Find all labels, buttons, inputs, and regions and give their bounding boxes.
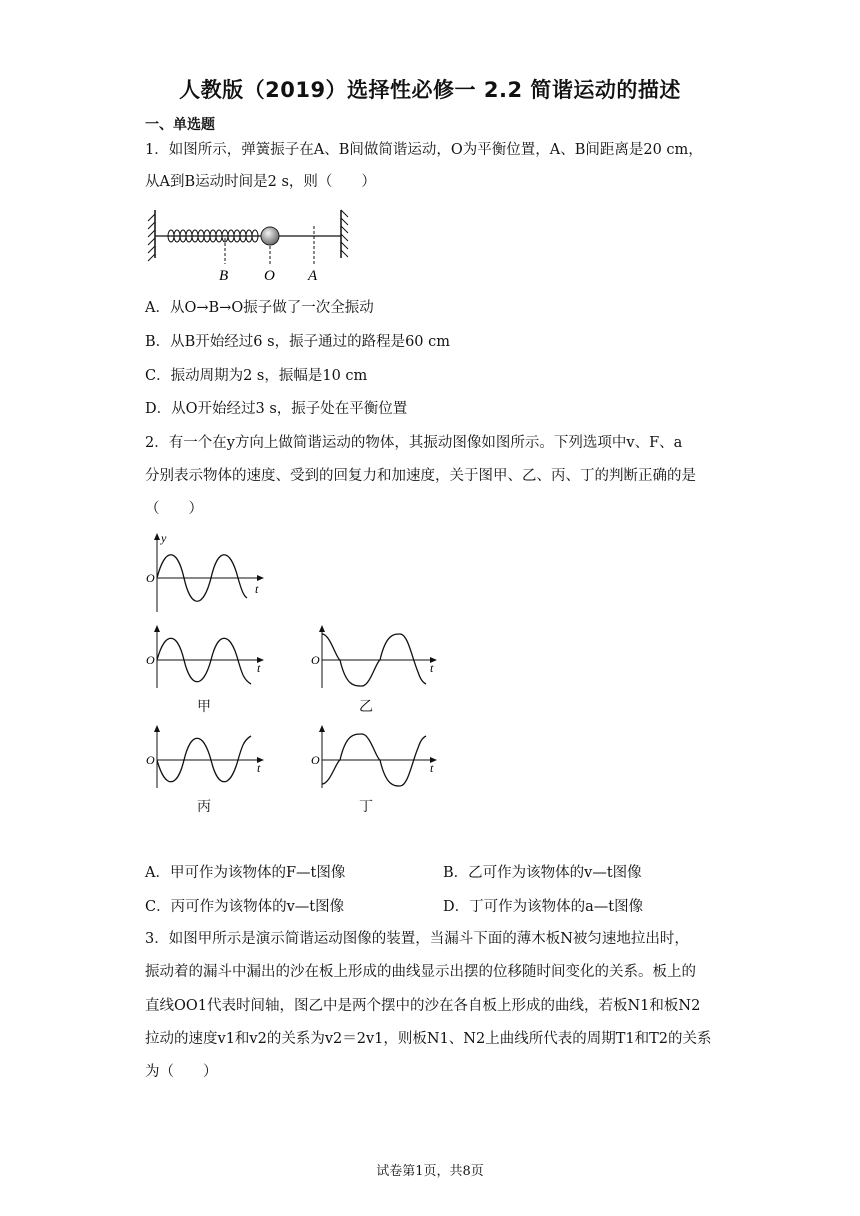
q1-option-c[interactable]: C．振动周期为2 s，振幅是10 cm xyxy=(145,368,368,384)
caption-bing: 丙 xyxy=(197,799,211,815)
q3-stem-line2: 振动着的漏斗中漏出的沙在板上形成的曲线显示出摆的位移随时间变化的关系。板上的 xyxy=(145,964,696,980)
origin-label: O xyxy=(146,653,155,667)
axis-t-label: t xyxy=(257,761,261,775)
q3-stem-line1: 3．如图甲所示是演示简谐运动图像的装置，当漏斗下面的薄木板N被匀速地拉出时， xyxy=(145,931,689,947)
graph-jia xyxy=(143,622,268,690)
label-a: A xyxy=(308,268,318,284)
q1-option-a[interactable]: A．从O→B→O振子做了一次全振动 xyxy=(145,300,374,316)
page-footer: 试卷第1页，共8页 xyxy=(376,1164,484,1179)
q2-option-b[interactable]: B．乙可作为该物体的v—t图像 xyxy=(443,865,642,881)
caption-yi: 乙 xyxy=(359,699,373,715)
q2-option-c[interactable]: C．丙可作为该物体的v—t图像 xyxy=(145,899,345,915)
q2-stem-line1: 2．有一个在y方向上做简谐运动的物体，其振动图像如图所示。下列选项中v、F、a xyxy=(145,435,683,451)
q1-stem-line1: 1．如图所示，弹簧振子在A、B间做简谐运动，O为平衡位置，A、B间距离是20 cm， xyxy=(145,142,703,158)
q2-stem-line3: （ ） xyxy=(145,501,203,517)
axis-y-label: y xyxy=(161,531,167,545)
q1-option-d[interactable]: D．从O开始经过3 s，振子处在平衡位置 xyxy=(145,401,408,417)
axis-t-label: t xyxy=(257,661,261,675)
origin-label: O xyxy=(311,753,320,767)
caption-jia: 甲 xyxy=(197,699,211,715)
section-heading: 一、单选题 xyxy=(145,117,215,133)
label-o: O xyxy=(264,268,275,284)
q3-stem-line5: 为（ ） xyxy=(145,1064,218,1080)
q2-option-a[interactable]: A．甲可作为该物体的F—t图像 xyxy=(145,865,346,881)
q3-stem-line4: 拉动的速度v1和v2的关系为v2＝2v1，则板N1、N2上曲线所代表的周期T1和T2的关系 xyxy=(145,1031,712,1047)
axis-t-label: t xyxy=(430,761,434,775)
q1-option-b[interactable]: B．从B开始经过6 s，振子通过的路程是60 cm xyxy=(145,334,451,350)
axis-t-label: t xyxy=(430,661,434,675)
axis-t-label: t xyxy=(255,582,259,596)
graph-ding xyxy=(308,722,443,790)
q2-stem-line2: 分别表示物体的速度、受到的回复力和加速度，关于图甲、乙、丙、丁的判断正确的是 xyxy=(145,468,696,484)
graph-yi xyxy=(308,622,443,690)
q1-stem-line2: 从A到B运动时间是2 s，则（ ） xyxy=(145,174,376,190)
page-title: 人教版（2019）选择性必修一 2.2 简谐运动的描述 xyxy=(179,78,681,102)
main-vibration-graph xyxy=(143,530,268,615)
graph-bing xyxy=(143,722,268,790)
origin-label: O xyxy=(311,653,320,667)
origin-label: O xyxy=(146,753,155,767)
q3-stem-line3: 直线OO1代表时间轴，图乙中是两个摆中的沙在各自板上形成的曲线，若板N1和板N2 xyxy=(145,998,701,1014)
spring-oscillator-figure xyxy=(145,206,355,284)
origin-label: O xyxy=(146,571,155,585)
q2-option-d[interactable]: D．丁可作为该物体的a—t图像 xyxy=(443,899,644,915)
caption-ding: 丁 xyxy=(359,799,373,815)
label-b: B xyxy=(219,268,229,284)
